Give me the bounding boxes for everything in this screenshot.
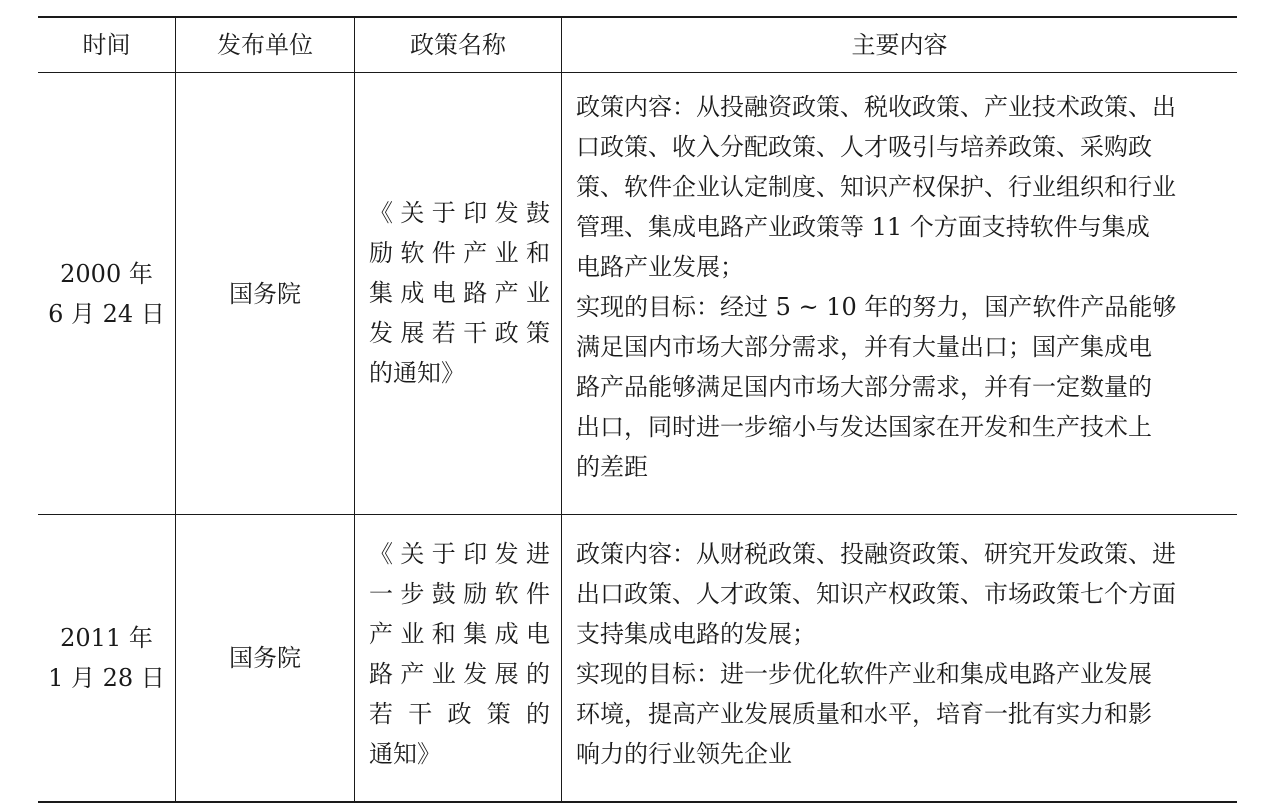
header-issuer: 发布单位	[217, 31, 313, 59]
header-policy-name: 政策名称	[410, 31, 506, 59]
row-2-content-line: 环境，提高产业发展质量和水平，培育一批有实力和影	[576, 700, 1152, 728]
table-bottom-rule	[38, 801, 1237, 803]
row-2-content-line: 实现的目标：进一步优化软件产业和集成电路产业发展	[576, 660, 1152, 688]
row-1-time-line-2: 6 月 24 日	[48, 300, 165, 328]
row-2-content-line: 政策内容：从财税政策、投融资政策、研究开发政策、进	[576, 540, 1176, 568]
row-2-content	[562, 534, 1237, 774]
row-1-content-line: 路产品能够满足国内市场大部分需求，并有一定数量的	[576, 373, 1152, 401]
row-2-name-line: 路产业发展的	[369, 660, 550, 688]
row-2-issuer: 国务院	[229, 644, 301, 672]
row-1-content-line: 满足国内市场大部分需求，并有大量出口；国产集成电	[576, 333, 1152, 361]
row-1-time-line-1: 2000 年	[60, 260, 153, 288]
row-2-name-line: 若干政策的	[369, 700, 550, 728]
row-1-content-line: 管理、集成电路产业政策等 11 个方面支持软件与集成	[576, 213, 1150, 241]
row-2-time	[38, 618, 175, 698]
row-2-content-line: 响力的行业领先企业	[576, 740, 792, 768]
row-1-content-line: 政策内容：从投融资政策、税收政策、产业技术政策、出	[576, 93, 1176, 121]
row-1-name-line: 的通知》	[369, 359, 465, 387]
row-1-policy-name	[355, 193, 550, 393]
row-2-name-line: 产业和集成电	[369, 620, 550, 648]
row-2-time-line-1: 2011 年	[60, 624, 153, 652]
row-1-content-line: 口政策、收入分配政策、人才吸引与培养政策、采购政	[576, 133, 1152, 161]
row-2-content-line: 支持集成电路的发展；	[576, 620, 816, 648]
row-1-content-line: 的差距	[576, 453, 648, 481]
row-2-name-line: 一步鼓励软件	[369, 580, 550, 608]
row-1-name-line: 集成电路产业	[369, 279, 550, 307]
row-1-content-line: 电路产业发展；	[576, 253, 744, 281]
row-1-name-line: 发展若干政策	[369, 319, 550, 347]
row-2-time-line-2: 1 月 28 日	[48, 664, 165, 692]
header-divider-rule	[38, 72, 1237, 73]
row-2-name-line: 《关于印发进	[369, 540, 550, 568]
row-1-content	[562, 87, 1237, 487]
row-1-name-line: 励软件产业和	[369, 239, 550, 267]
table-top-rule	[38, 16, 1237, 18]
row-1-content-line: 实现的目标：经过 5 ~ 10 年的努力，国产软件产品能够	[576, 293, 1177, 321]
row-1-content-line: 出口，同时进一步缩小与发达国家在开发和生产技术上	[576, 413, 1152, 441]
row-2-policy-name	[355, 534, 550, 774]
row-1-issuer: 国务院	[229, 280, 301, 308]
row-1-time	[38, 254, 175, 334]
row-2-content-line: 出口政策、人才政策、知识产权政策、市场政策七个方面	[576, 580, 1176, 608]
row-1-name-line: 《关于印发鼓	[369, 199, 550, 227]
column-divider-1	[175, 17, 176, 803]
row-divider-rule	[38, 514, 1237, 515]
header-main-content: 主要内容	[851, 31, 948, 59]
row-2-name-line: 通知》	[369, 740, 441, 768]
row-1-content-line: 策、软件企业认定制度、知识产权保护、行业组织和行业	[576, 173, 1176, 201]
header-time: 时间	[82, 31, 131, 59]
